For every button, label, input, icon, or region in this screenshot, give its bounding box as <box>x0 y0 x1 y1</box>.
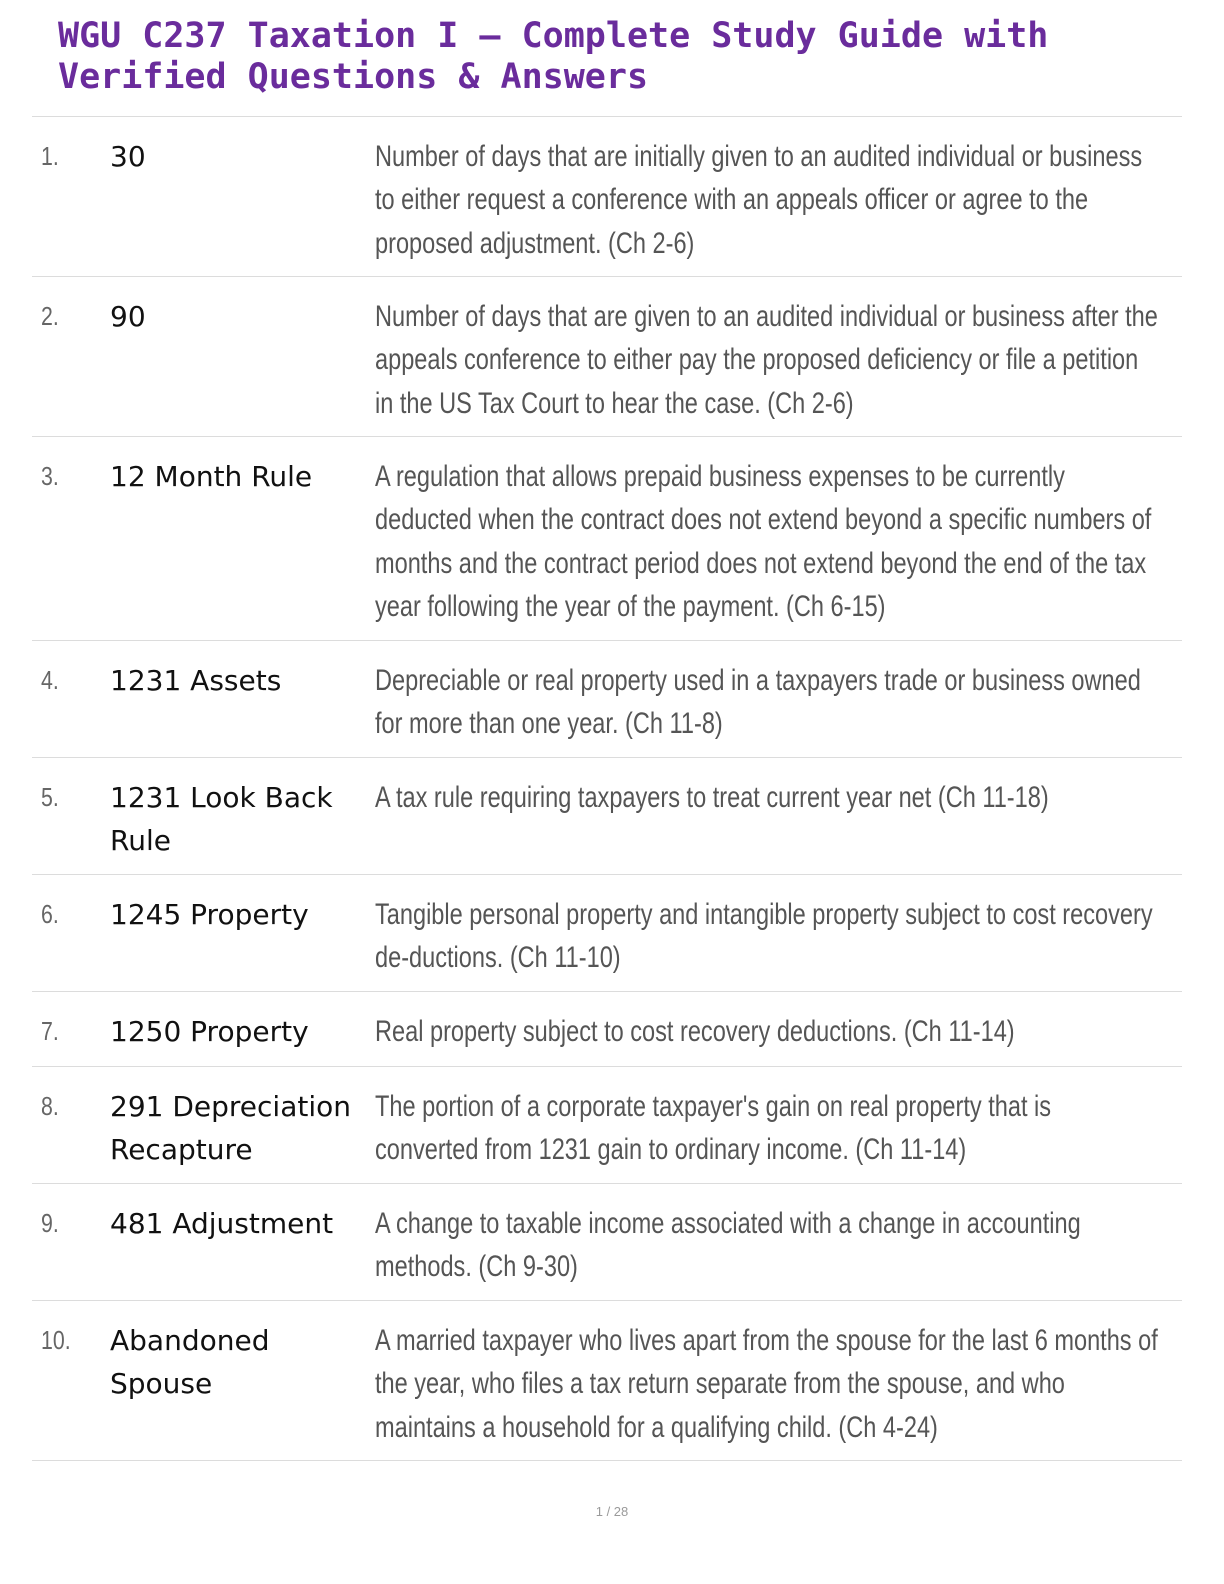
card-definition: The portion of a corporate taxpayer's gain on real property that is converted from 1231 gain to ordinary income. (Ch 11-14) <box>375 1090 1052 1167</box>
card-number: 4. <box>41 665 59 695</box>
card-number: 1. <box>41 141 59 171</box>
card-number: 5. <box>41 782 59 812</box>
card-number: 3. <box>41 461 59 491</box>
card-row <box>32 1301 1182 1461</box>
card-row <box>32 875 1182 992</box>
card-term: Abandoned Spouse <box>110 1324 270 1400</box>
card-term: 12 Month Rule <box>110 460 313 493</box>
card-number: 8. <box>41 1091 59 1121</box>
card-term: 1231 Look Back Rule <box>110 781 333 857</box>
card-row <box>32 758 1182 875</box>
card-term: 1231 Assets <box>110 664 282 697</box>
card-number: 10. <box>41 1325 71 1355</box>
card-number: 9. <box>41 1208 59 1238</box>
card-number: 2. <box>41 301 59 331</box>
card-row <box>32 437 1182 641</box>
card-number: 7. <box>41 1016 59 1046</box>
card-definition: Depreciable or real property used in a taxpayers trade or business owned for more than one year. (Ch 11-8) <box>375 664 1141 741</box>
card-definition: A regulation that allows prepaid business expenses to be currently deducted when the contract does not extend beyond a specific numbers of months and the contract period does not extend beyond the end of the tax year following the year of the payment. (Ch 6-15) <box>375 460 1152 623</box>
card-number: 6. <box>41 899 59 929</box>
card-term: 1245 Property <box>110 898 309 931</box>
card-term: 291 Depreciation Recapture <box>110 1090 351 1166</box>
card-definition: A married taxpayer who lives apart from the spouse for the last 6 months of the year, who files a tax return separate from the spouse, and who maintains a household for a qualifying child. (Ch 4-24) <box>375 1324 1158 1444</box>
card-definition: Number of days that are initially given to an audited individual or business to either request a conference with an appeals officer or agree to the proposed adjustment. (Ch 2-6) <box>375 140 1143 260</box>
page-indicator: 1 / 28 <box>595 1504 629 1519</box>
card-row <box>32 992 1182 1067</box>
card-definition: Real property subject to cost recovery deductions. (Ch 11-14) <box>375 1015 1015 1048</box>
card-row <box>32 641 1182 758</box>
card-term: 1250 Property <box>110 1015 309 1048</box>
card-definition: A tax rule requiring taxpayers to treat current year net (Ch 11-18) <box>375 781 1049 814</box>
card-term: 30 <box>110 140 146 173</box>
flashcard-list <box>32 116 1182 1461</box>
card-definition: A change to taxable income associated with a change in accounting methods. (Ch 9-30) <box>375 1207 1081 1284</box>
card-definition: Number of days that are given to an audited individual or business after the appeals conference to either pay the proposed deficiency or file a petition in the US Tax Court to hear the case. (Ch 2-6) <box>375 300 1158 420</box>
card-term: 481 Adjustment <box>110 1207 334 1240</box>
card-row <box>32 1067 1182 1184</box>
card-row <box>32 277 1182 437</box>
card-row <box>32 117 1182 277</box>
document-title: WGU C237 Taxation I – Complete Study Guide with Verified Questions & Answers <box>58 16 1049 97</box>
card-row <box>32 1184 1182 1301</box>
card-definition: Tangible personal property and intangible property subject to cost recovery de-ductions. (Ch 11-10) <box>375 898 1153 975</box>
card-term: 90 <box>110 300 146 333</box>
